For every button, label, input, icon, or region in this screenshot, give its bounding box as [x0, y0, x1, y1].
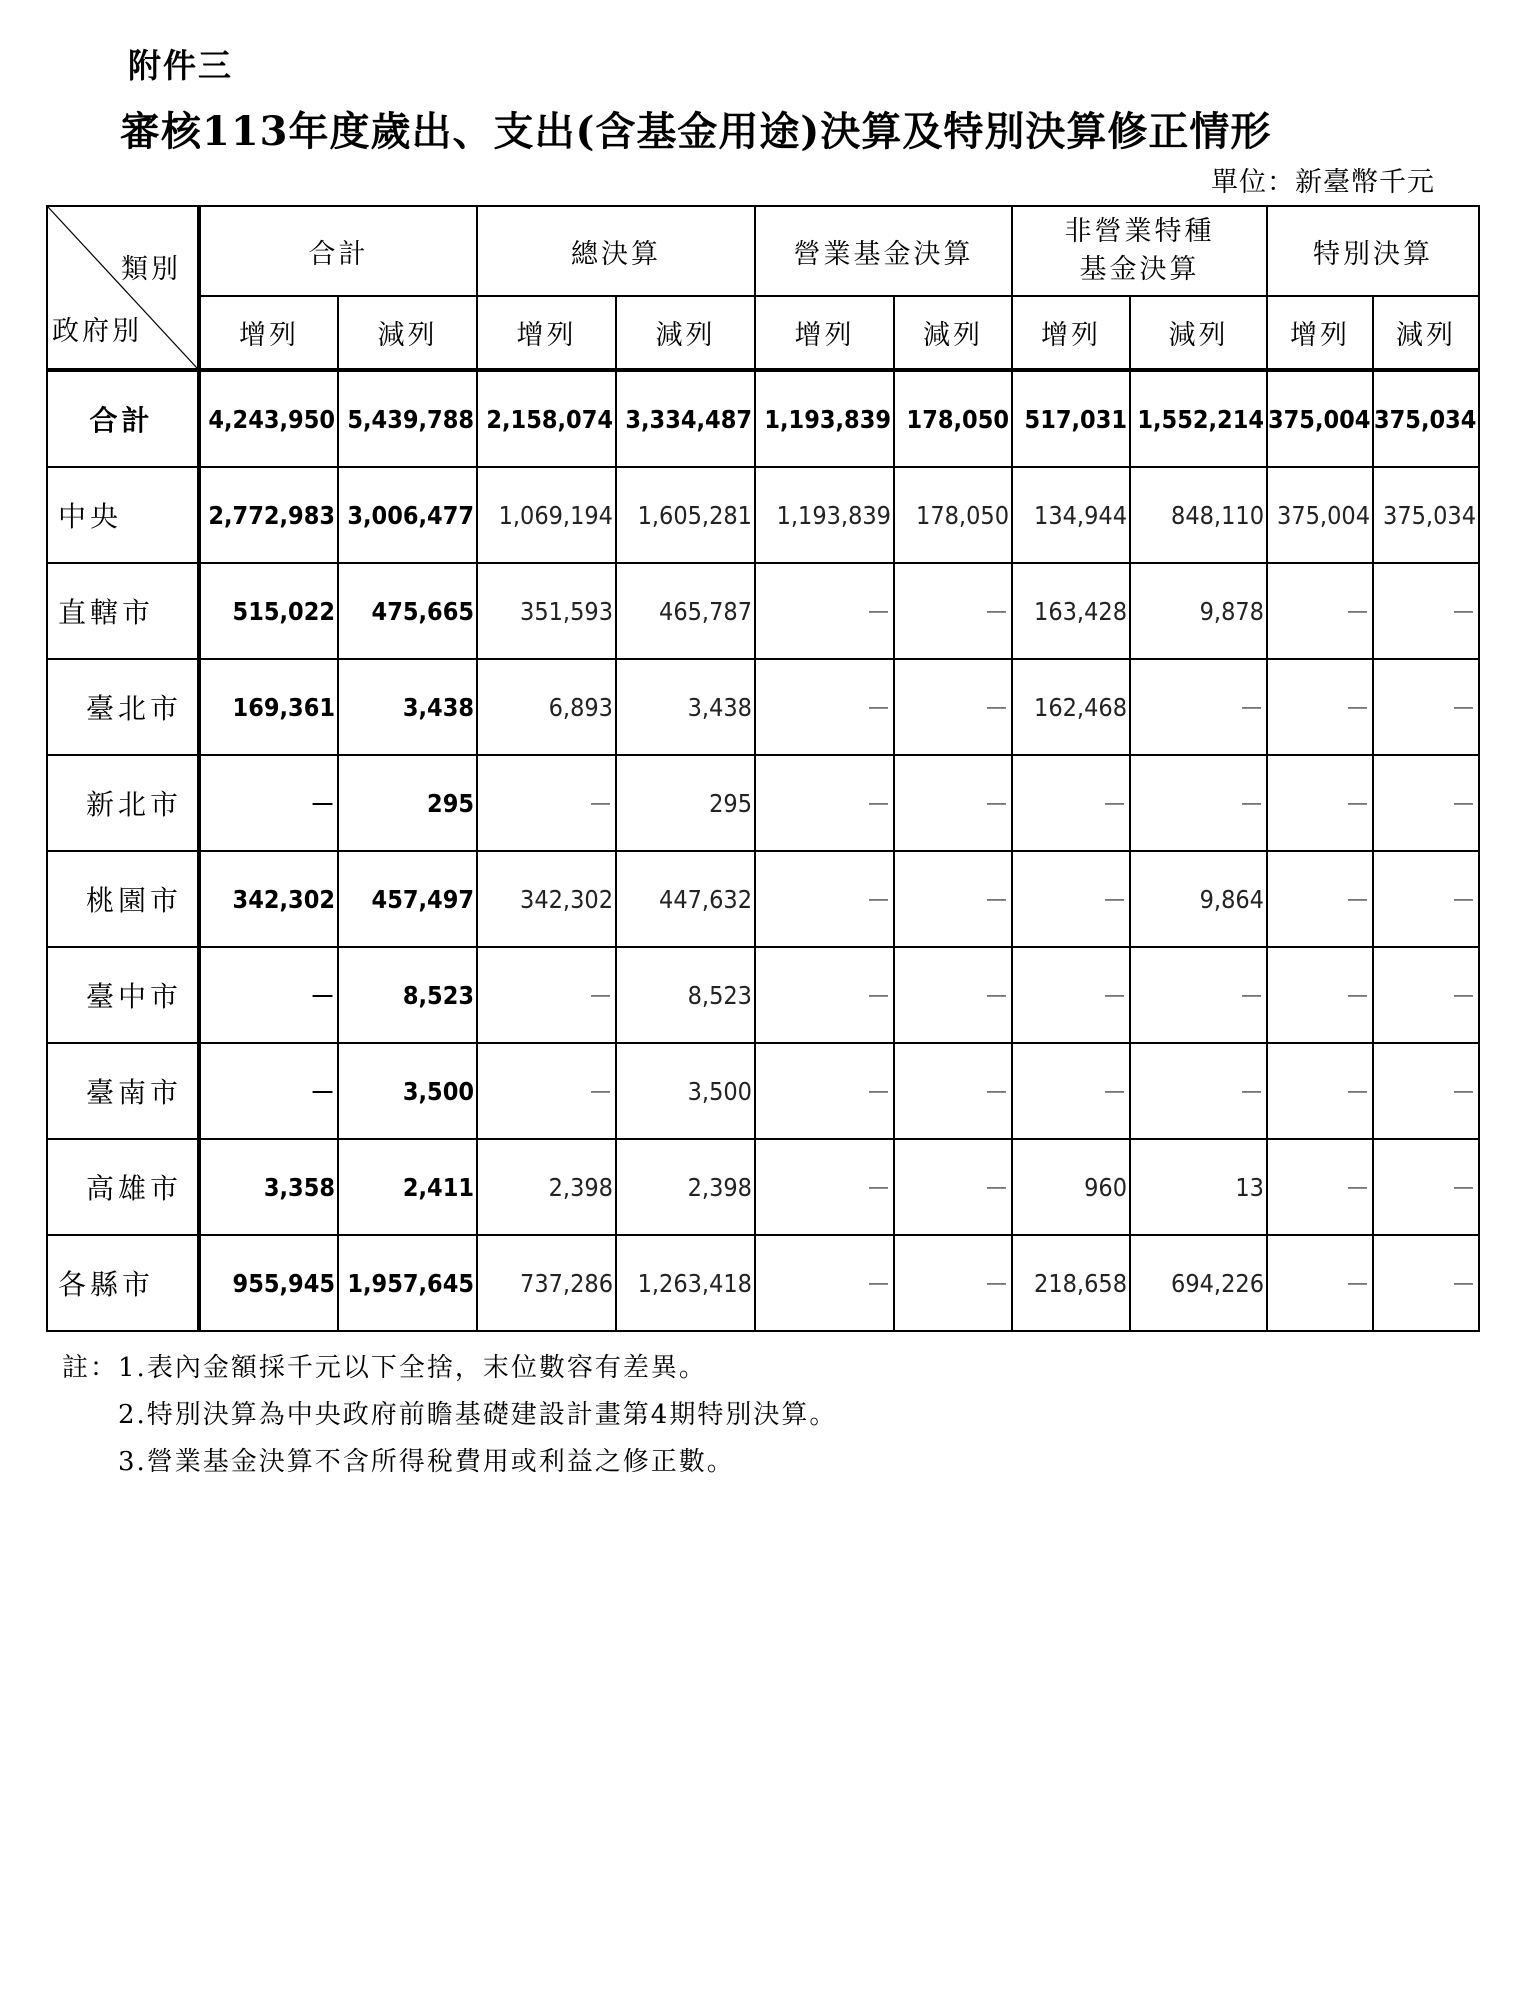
row-name: 新北市: [47, 755, 199, 851]
cell: 1,552,214: [1130, 370, 1267, 467]
cell: 737,286: [477, 1235, 616, 1331]
cell: 13: [1130, 1139, 1267, 1235]
sub-header-decrease: 減列: [1373, 296, 1479, 370]
cell: 9,878: [1130, 563, 1267, 659]
footnotes: [62, 1345, 837, 1486]
table-row: [47, 467, 1479, 563]
footnote-label: 註：: [62, 1353, 119, 1383]
group-header-business-fund: 營業基金決算: [755, 206, 1012, 296]
cell: 2,772,983: [199, 467, 338, 563]
footnote-text: 2.特別決算為中央政府前瞻基礎建設計畫第4期特別決算。: [118, 1400, 838, 1430]
corner-header-cell: [47, 206, 199, 370]
cell: －: [477, 947, 616, 1043]
footnote-text: 3.營業基金決算不含所得稅費用或利益之修正數。: [118, 1447, 735, 1477]
row-name: 合計: [47, 370, 199, 467]
cell: －: [1130, 755, 1267, 851]
sub-header-decrease: 減列: [1130, 296, 1267, 370]
revision-table: [46, 205, 1480, 1332]
cell: 3,438: [616, 659, 755, 755]
sub-header-increase: 增列: [1267, 296, 1373, 370]
unit-label: 單位：新臺幣千元: [1211, 167, 1435, 198]
cell: 178,050: [894, 370, 1012, 467]
cell: －: [894, 563, 1012, 659]
footnote-item: [62, 1392, 837, 1439]
cell: 375,004: [1267, 467, 1373, 563]
cell: 218,658: [1012, 1235, 1130, 1331]
cell: －: [1012, 1043, 1130, 1139]
cell: －: [1267, 1139, 1373, 1235]
cell: －: [1267, 1235, 1373, 1331]
attachment-label: 附件三: [128, 46, 233, 85]
cell: －: [1373, 1139, 1479, 1235]
cell: －: [199, 947, 338, 1043]
cell: 3,500: [616, 1043, 755, 1139]
cell: 8,523: [338, 947, 477, 1043]
row-name: 臺中市: [47, 947, 199, 1043]
cell: －: [477, 755, 616, 851]
cell: 515,022: [199, 563, 338, 659]
cell: 375,034: [1373, 370, 1479, 467]
cell: 134,944: [1012, 467, 1130, 563]
cell: －: [894, 755, 1012, 851]
cell: －: [1373, 947, 1479, 1043]
cell: 2,398: [616, 1139, 755, 1235]
group-header-nonbusiness-line1: 非營業特種: [1064, 216, 1215, 247]
cell: －: [199, 755, 338, 851]
cell: 447,632: [616, 851, 755, 947]
table-row: [47, 1139, 1479, 1235]
cell: 169,361: [199, 659, 338, 755]
cell: 3,006,477: [338, 467, 477, 563]
cell: －: [894, 659, 1012, 755]
row-name: 桃園市: [47, 851, 199, 947]
cell: －: [1373, 755, 1479, 851]
cell: －: [477, 1043, 616, 1139]
cell: 960: [1012, 1139, 1130, 1235]
cell: －: [1267, 659, 1373, 755]
cell: －: [1012, 755, 1130, 851]
group-header-total: 合計: [199, 206, 477, 296]
cell: 375,004: [1267, 370, 1373, 467]
cell: 295: [338, 755, 477, 851]
cell: －: [1373, 563, 1479, 659]
cell: 8,523: [616, 947, 755, 1043]
cell: 3,334,487: [616, 370, 755, 467]
cell: －: [1373, 659, 1479, 755]
cell: －: [1130, 947, 1267, 1043]
cell: －: [1267, 1043, 1373, 1139]
cell: －: [1130, 659, 1267, 755]
cell: －: [894, 947, 1012, 1043]
cell: 1,193,839: [755, 370, 894, 467]
row-name: 直轄市: [47, 563, 199, 659]
group-header-nonbusiness-fund: [1012, 206, 1267, 296]
cell: 342,302: [199, 851, 338, 947]
cell: 163,428: [1012, 563, 1130, 659]
cell: 178,050: [894, 467, 1012, 563]
cell: 1,263,418: [616, 1235, 755, 1331]
cell: －: [894, 1139, 1012, 1235]
cell: 9,864: [1130, 851, 1267, 947]
corner-government-label: 政府別: [52, 316, 142, 347]
cell: 342,302: [477, 851, 616, 947]
cell: 295: [616, 755, 755, 851]
sub-header-increase: 增列: [755, 296, 894, 370]
table-row: [47, 659, 1479, 755]
cell: －: [755, 1043, 894, 1139]
cell: 3,358: [199, 1139, 338, 1235]
cell: －: [894, 1235, 1012, 1331]
cell: 375,034: [1373, 467, 1479, 563]
cell: －: [755, 563, 894, 659]
table-row: [47, 1043, 1479, 1139]
cell: 6,893: [477, 659, 616, 755]
cell: －: [1267, 563, 1373, 659]
table-row: [47, 851, 1479, 947]
page-title: 審核113年度歲出、支出(含基金用途)決算及特別決算修正情形: [120, 108, 1272, 155]
row-name: 臺北市: [47, 659, 199, 755]
cell: －: [199, 1043, 338, 1139]
cell: 1,193,839: [755, 467, 894, 563]
cell: －: [1267, 755, 1373, 851]
footnote-item: [62, 1439, 837, 1486]
cell: －: [1130, 1043, 1267, 1139]
table-row: [47, 1235, 1479, 1331]
row-name: 臺南市: [47, 1043, 199, 1139]
row-name: 高雄市: [47, 1139, 199, 1235]
row-name: 中央: [47, 467, 199, 563]
cell: －: [755, 947, 894, 1043]
cell: －: [1267, 947, 1373, 1043]
cell: －: [894, 1043, 1012, 1139]
cell: 3,500: [338, 1043, 477, 1139]
group-header-general: 總決算: [477, 206, 755, 296]
group-header-nonbusiness-line2: 基金決算: [1079, 254, 1200, 285]
cell: －: [1373, 1043, 1479, 1139]
cell: 475,665: [338, 563, 477, 659]
cell: 3,438: [338, 659, 477, 755]
cell: 1,069,194: [477, 467, 616, 563]
sub-header-decrease: 減列: [894, 296, 1012, 370]
cell: 955,945: [199, 1235, 338, 1331]
cell: 351,593: [477, 563, 616, 659]
cell: －: [894, 851, 1012, 947]
cell: 5,439,788: [338, 370, 477, 467]
sub-header-decrease: 減列: [616, 296, 755, 370]
table-row: [47, 755, 1479, 851]
sub-header-decrease: 減列: [338, 296, 477, 370]
cell: 2,398: [477, 1139, 616, 1235]
cell: －: [755, 851, 894, 947]
cell: 2,158,074: [477, 370, 616, 467]
cell: 848,110: [1130, 467, 1267, 563]
footnote-text: 1.表內金額採千元以下全捨，末位數容有差異。: [118, 1353, 707, 1383]
cell: －: [755, 755, 894, 851]
cell: 1,605,281: [616, 467, 755, 563]
cell: 4,243,950: [199, 370, 338, 467]
cell: 465,787: [616, 563, 755, 659]
group-header-special: 特別決算: [1267, 206, 1479, 296]
cell: 2,411: [338, 1139, 477, 1235]
table-row-total: [47, 370, 1479, 467]
cell: －: [1267, 851, 1373, 947]
sub-header-increase: 增列: [199, 296, 338, 370]
cell: －: [1012, 851, 1130, 947]
cell: 517,031: [1012, 370, 1130, 467]
table-row: [47, 563, 1479, 659]
cell: －: [1373, 851, 1479, 947]
cell: －: [755, 1139, 894, 1235]
cell: －: [1012, 947, 1130, 1043]
cell: 162,468: [1012, 659, 1130, 755]
cell: －: [1373, 1235, 1479, 1331]
table-row: [47, 947, 1479, 1043]
corner-category-label: 類別: [121, 254, 181, 285]
sub-header-increase: 增列: [1012, 296, 1130, 370]
cell: 694,226: [1130, 1235, 1267, 1331]
cell: －: [755, 659, 894, 755]
row-name: 各縣市: [47, 1235, 199, 1331]
cell: 1,957,645: [338, 1235, 477, 1331]
footnote-item: [62, 1345, 837, 1392]
cell: 457,497: [338, 851, 477, 947]
cell: －: [755, 1235, 894, 1331]
sub-header-increase: 增列: [477, 296, 616, 370]
